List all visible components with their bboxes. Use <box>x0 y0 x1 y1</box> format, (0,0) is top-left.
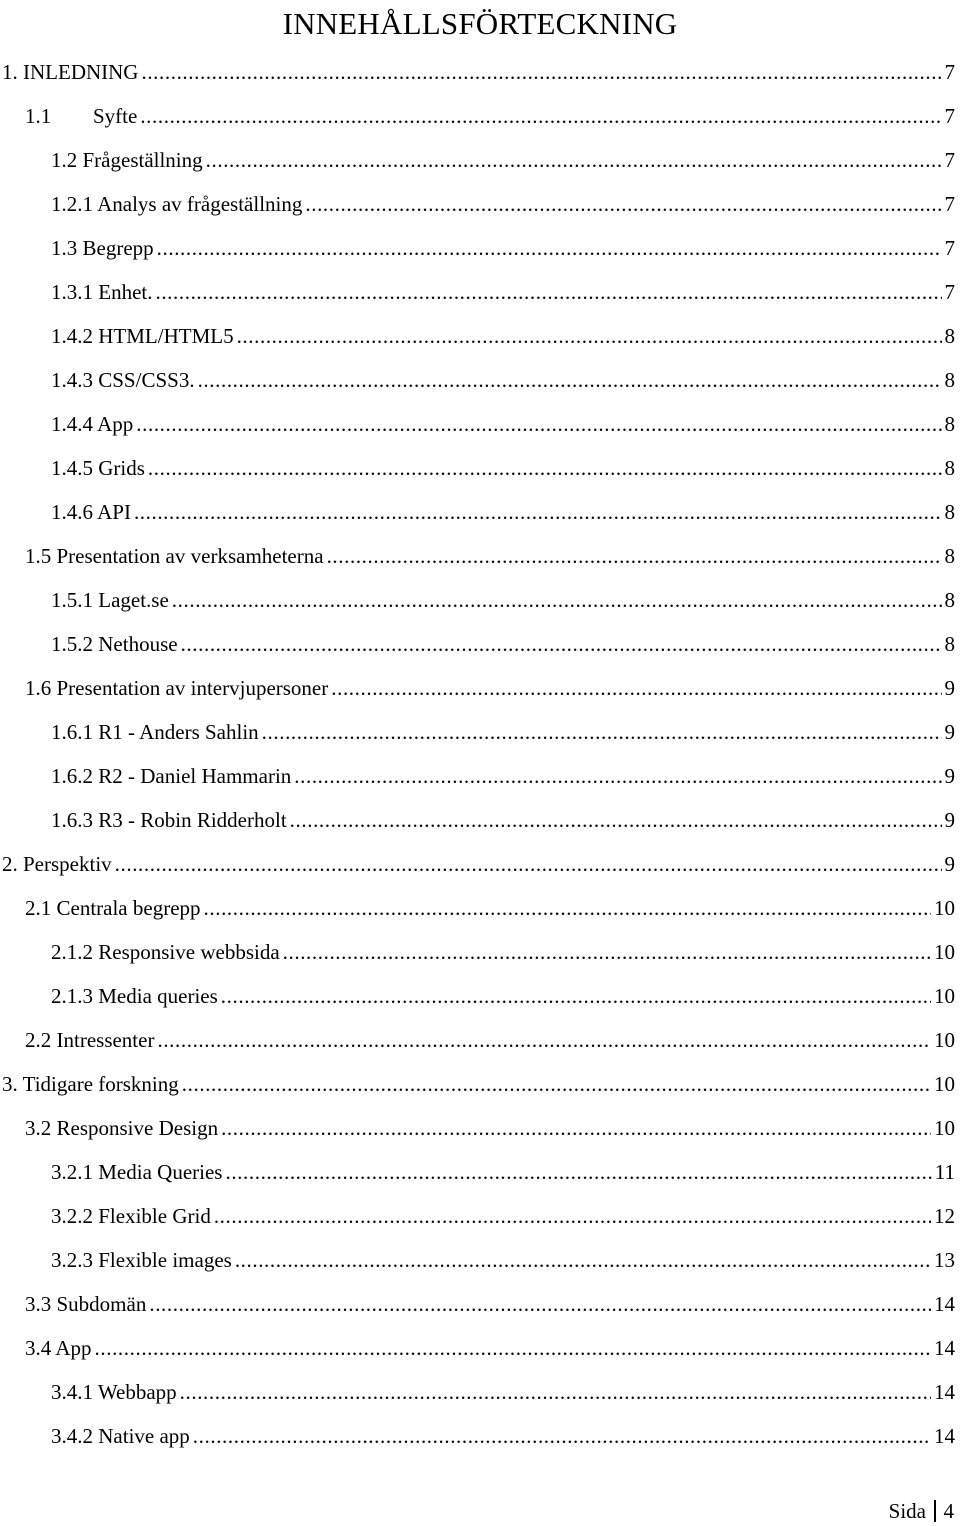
toc-entry-page: 9 <box>944 676 955 700</box>
toc-entry-page: 7 <box>944 60 955 84</box>
toc-entry-page: 7 <box>944 148 955 172</box>
toc-dot-leader <box>155 270 941 314</box>
toc-dot-leader <box>294 754 941 798</box>
toc-entry-number: 1.4.5 <box>51 456 93 480</box>
footer-separator <box>934 1500 936 1522</box>
toc-entry[interactable] <box>25 1282 955 1326</box>
toc-entry-text: Flexible Grid <box>98 1204 211 1228</box>
toc-entry-page: 8 <box>944 412 955 436</box>
toc-entry[interactable] <box>51 314 955 358</box>
toc-entry[interactable] <box>25 666 955 710</box>
footer-page-number: 4 <box>943 1499 954 1523</box>
toc-entry-page: 10 <box>934 896 955 920</box>
toc-entry-page: 10 <box>934 1072 955 1096</box>
toc-entry-number: 3.3 <box>25 1292 52 1316</box>
toc-dot-leader <box>134 490 942 534</box>
toc-entry-number: 1.6 <box>25 676 52 700</box>
toc-entry-page: 10 <box>934 1028 955 1052</box>
toc-dot-leader <box>235 1238 931 1282</box>
toc-entry-page: 14 <box>934 1336 955 1360</box>
toc-entry-text: INLEDNING <box>23 60 139 84</box>
toc-entry-number: 1.4.4 <box>51 412 93 436</box>
toc-entry-label <box>25 534 324 578</box>
toc-dot-leader <box>157 226 942 270</box>
toc-entry-text: Responsive webbsida <box>98 940 280 964</box>
toc-entry-label <box>51 578 169 622</box>
toc-entry[interactable] <box>25 1018 955 1062</box>
toc-entry-label <box>25 666 328 710</box>
toc-entry-number: 1.6.2 <box>51 764 93 788</box>
toc-entry-number: 1.3.1 <box>51 280 93 304</box>
toc-entry[interactable] <box>51 974 955 1018</box>
toc-entry-label <box>51 974 218 1018</box>
toc-entry[interactable] <box>51 798 955 842</box>
toc-dot-leader <box>214 1194 931 1238</box>
toc-dot-leader <box>221 1106 931 1150</box>
toc-entry-text: Media Queries <box>98 1160 223 1184</box>
toc-entry-page: 8 <box>944 544 955 568</box>
toc-entry-page: 10 <box>934 940 955 964</box>
toc-entry[interactable] <box>51 930 955 974</box>
toc-dot-leader <box>141 50 941 94</box>
toc-entry-page: 9 <box>944 808 955 832</box>
toc-entry-label <box>2 50 138 94</box>
toc-entry-number: 1.5.1 <box>51 588 93 612</box>
toc-entry-label <box>51 446 145 490</box>
toc-dot-leader <box>140 94 941 138</box>
toc-entry-text: Media queries <box>98 984 218 1008</box>
toc-entry-label <box>51 798 287 842</box>
toc-entry-number: 2.1.2 <box>51 940 93 964</box>
toc-entry-number: 1.1 <box>25 104 52 128</box>
toc-entry-number: 3.4.2 <box>51 1424 93 1448</box>
toc-entry-page: 8 <box>944 500 955 524</box>
toc-entry-text: Nethouse <box>98 632 178 656</box>
toc-entry-number: 3.2.3 <box>51 1248 93 1272</box>
toc-entry-page: 14 <box>934 1380 955 1404</box>
toc-entry[interactable] <box>25 534 955 578</box>
toc-entry-text: Syfte <box>93 104 138 128</box>
toc-entry-text: CSS/CSS3. <box>98 368 195 392</box>
toc-entry[interactable] <box>51 490 955 534</box>
toc-entry-label <box>25 1282 146 1326</box>
toc-dot-leader <box>327 534 942 578</box>
toc-entry-number: 3.2.2 <box>51 1204 93 1228</box>
toc-entry-text: HTML/HTML5 <box>98 324 234 348</box>
toc-entry-text: Enhet. <box>98 280 153 304</box>
toc-entry-label <box>51 182 302 226</box>
toc-entry-label <box>51 490 131 534</box>
toc-entry-number: 3.2 <box>25 1116 52 1140</box>
toc-entry[interactable] <box>51 402 955 446</box>
toc-entry-page: 7 <box>944 236 955 260</box>
toc-dot-leader <box>148 446 942 490</box>
toc-entry-number: 2. <box>2 852 18 876</box>
toc-entry-label <box>25 1326 92 1370</box>
toc-entry-text: Native app <box>98 1424 190 1448</box>
toc-entry-text: R3 - Robin Ridderholt <box>98 808 287 832</box>
toc-entry-label <box>2 842 112 886</box>
toc-entry-page: 13 <box>934 1248 955 1272</box>
toc-entry-label <box>25 1106 218 1150</box>
toc-entry-label <box>51 226 154 270</box>
toc-entry-number: 1.2.1 <box>51 192 93 216</box>
toc-entry-number: 1.3 <box>51 236 78 260</box>
toc-entry-page: 8 <box>944 368 955 392</box>
toc-entry-label <box>25 94 137 138</box>
toc-entry-number: 3.2.1 <box>51 1160 93 1184</box>
toc-entry[interactable] <box>51 270 955 314</box>
toc-entry-number: 1.4.6 <box>51 500 93 524</box>
toc-entry[interactable] <box>25 1326 955 1370</box>
toc-dot-leader <box>193 1414 931 1458</box>
toc-entry-text: Presentation av intervjupersoner <box>56 676 329 700</box>
toc-entry[interactable] <box>25 886 955 930</box>
toc-entry-text: Tidigare forskning <box>22 1072 179 1096</box>
toc-entry-page: 8 <box>944 324 955 348</box>
toc-entry-number: 1.5.2 <box>51 632 93 656</box>
toc-entry-text: Subdomän <box>56 1292 147 1316</box>
toc-entry-label <box>51 314 234 358</box>
toc-dot-leader <box>206 138 942 182</box>
toc-entry-label <box>51 270 152 314</box>
toc-entry-text: R1 - Anders Sahlin <box>98 720 259 744</box>
toc-dot-leader <box>115 842 942 886</box>
toc-dot-leader <box>225 1150 931 1194</box>
toc-dot-leader <box>136 402 941 446</box>
toc-entry[interactable] <box>51 710 955 754</box>
toc-entry-number: 1. <box>2 60 18 84</box>
toc-entry-page: 9 <box>944 764 955 788</box>
toc-entry-text: App <box>97 412 134 436</box>
toc-entry-text: Intressenter <box>56 1028 155 1052</box>
toc-entry-number: 2.1 <box>25 896 52 920</box>
toc-entry-label <box>51 622 178 666</box>
toc-entry[interactable] <box>51 138 955 182</box>
toc-entry-page: 10 <box>934 984 955 1008</box>
toc-entry-label <box>51 1370 177 1414</box>
toc-entry-text: Begrepp <box>82 236 154 260</box>
toc-entry-number: 3.4.1 <box>51 1380 93 1404</box>
toc-entry-label <box>25 886 201 930</box>
toc-entry[interactable] <box>25 1106 955 1150</box>
toc-entry-label <box>51 138 203 182</box>
toc-dot-leader <box>182 1062 931 1106</box>
toc-entry-number: 1.4.2 <box>51 324 93 348</box>
toc-entry-text: Analys av frågeställning <box>97 192 303 216</box>
toc-entry[interactable] <box>51 622 955 666</box>
toc-entry[interactable] <box>2 1062 955 1106</box>
toc-entry-text: Perspektiv <box>23 852 112 876</box>
toc-entry[interactable] <box>51 226 955 270</box>
toc-entry-label <box>2 1062 179 1106</box>
toc-entry-label <box>51 754 291 798</box>
toc-dot-leader <box>198 358 942 402</box>
toc-entry[interactable] <box>51 1194 955 1238</box>
toc-entry[interactable] <box>51 578 955 622</box>
toc-entry[interactable] <box>51 446 955 490</box>
toc-entry[interactable] <box>51 1414 955 1458</box>
toc-entry-text: Flexible images <box>98 1248 232 1272</box>
toc-entry-label <box>25 1018 154 1062</box>
toc-entry[interactable] <box>51 1150 955 1194</box>
toc-dot-leader <box>221 974 931 1018</box>
toc-entry-number: 1.5 <box>25 544 52 568</box>
toc-entry[interactable] <box>51 358 955 402</box>
toc-dot-leader <box>204 886 931 930</box>
toc-entry-number: 1.2 <box>51 148 78 172</box>
toc-entry-page: 9 <box>944 720 955 744</box>
toc-entry[interactable] <box>2 50 955 94</box>
toc-dot-leader <box>181 622 942 666</box>
toc-entry-number: 1.6.1 <box>51 720 93 744</box>
toc-entry-page: 7 <box>944 104 955 128</box>
toc-entry-label <box>51 710 259 754</box>
toc-entry-text: Webbapp <box>97 1380 177 1404</box>
toc-entry[interactable] <box>2 842 955 886</box>
toc-entry-text: Laget.se <box>98 588 169 612</box>
toc-dot-leader <box>331 666 941 710</box>
toc-entry-label <box>51 358 195 402</box>
toc-entry[interactable] <box>51 182 955 226</box>
toc-dot-leader <box>305 182 941 226</box>
toc-entry-page: 12 <box>934 1204 955 1228</box>
toc-entry[interactable] <box>25 94 955 138</box>
footer-page-label: Sida <box>888 1499 926 1523</box>
toc-entry-text: Responsive Design <box>56 1116 219 1140</box>
toc-entry-page: 11 <box>934 1160 955 1184</box>
toc-entry-page: 14 <box>934 1424 955 1448</box>
toc-entry-text: App <box>55 1336 92 1360</box>
toc-entry-number: 1.4.3 <box>51 368 93 392</box>
toc-entry-page: 7 <box>944 192 955 216</box>
toc-dot-leader <box>172 578 942 622</box>
toc-entry-number: 2.2 <box>25 1028 52 1052</box>
toc-entry-number: 2.1.3 <box>51 984 93 1008</box>
toc-dot-leader <box>157 1018 931 1062</box>
toc-entry-label <box>51 1414 190 1458</box>
toc-entry-text: Centrala begrepp <box>56 896 201 920</box>
toc-entry-number: 1.6.3 <box>51 808 93 832</box>
toc-dot-leader <box>290 798 942 842</box>
toc-entry-number: 3.4 <box>25 1336 52 1360</box>
toc-entry-page: 10 <box>934 1116 955 1140</box>
toc-dot-leader <box>262 710 942 754</box>
toc-entry-text: API <box>97 500 131 524</box>
toc-entry-label <box>51 1150 222 1194</box>
toc-entry[interactable] <box>51 754 955 798</box>
toc-entry-number: 3. <box>2 1072 18 1096</box>
toc-entry[interactable] <box>51 1238 955 1282</box>
toc-dot-leader <box>180 1370 931 1414</box>
toc-dot-leader <box>237 314 942 358</box>
toc-entry-label <box>51 402 133 446</box>
toc-entry-text: Frågeställning <box>82 148 203 172</box>
toc-entry-text: Grids <box>98 456 145 480</box>
toc-dot-leader <box>283 930 931 974</box>
toc-entry-page: 8 <box>944 632 955 656</box>
toc-entry-page: 7 <box>944 280 955 304</box>
toc-dot-leader <box>95 1326 931 1370</box>
toc-entry-label <box>51 1238 232 1282</box>
page-footer <box>889 1496 954 1526</box>
toc-entry-page: 8 <box>944 456 955 480</box>
toc-dot-leader <box>149 1282 931 1326</box>
toc-entry-label <box>51 1194 211 1238</box>
toc-entry-page: 9 <box>944 852 955 876</box>
toc-entry[interactable] <box>51 1370 955 1414</box>
toc-entry-page: 14 <box>934 1292 955 1316</box>
toc-entry-text: Presentation av verksamheterna <box>56 544 324 568</box>
toc-entry-page: 8 <box>944 588 955 612</box>
page-title: INNEHÅLLSFÖRTECKNING <box>282 6 678 41</box>
toc-entry-label <box>51 930 280 974</box>
toc-entry-text: R2 - Daniel Hammarin <box>98 764 292 788</box>
